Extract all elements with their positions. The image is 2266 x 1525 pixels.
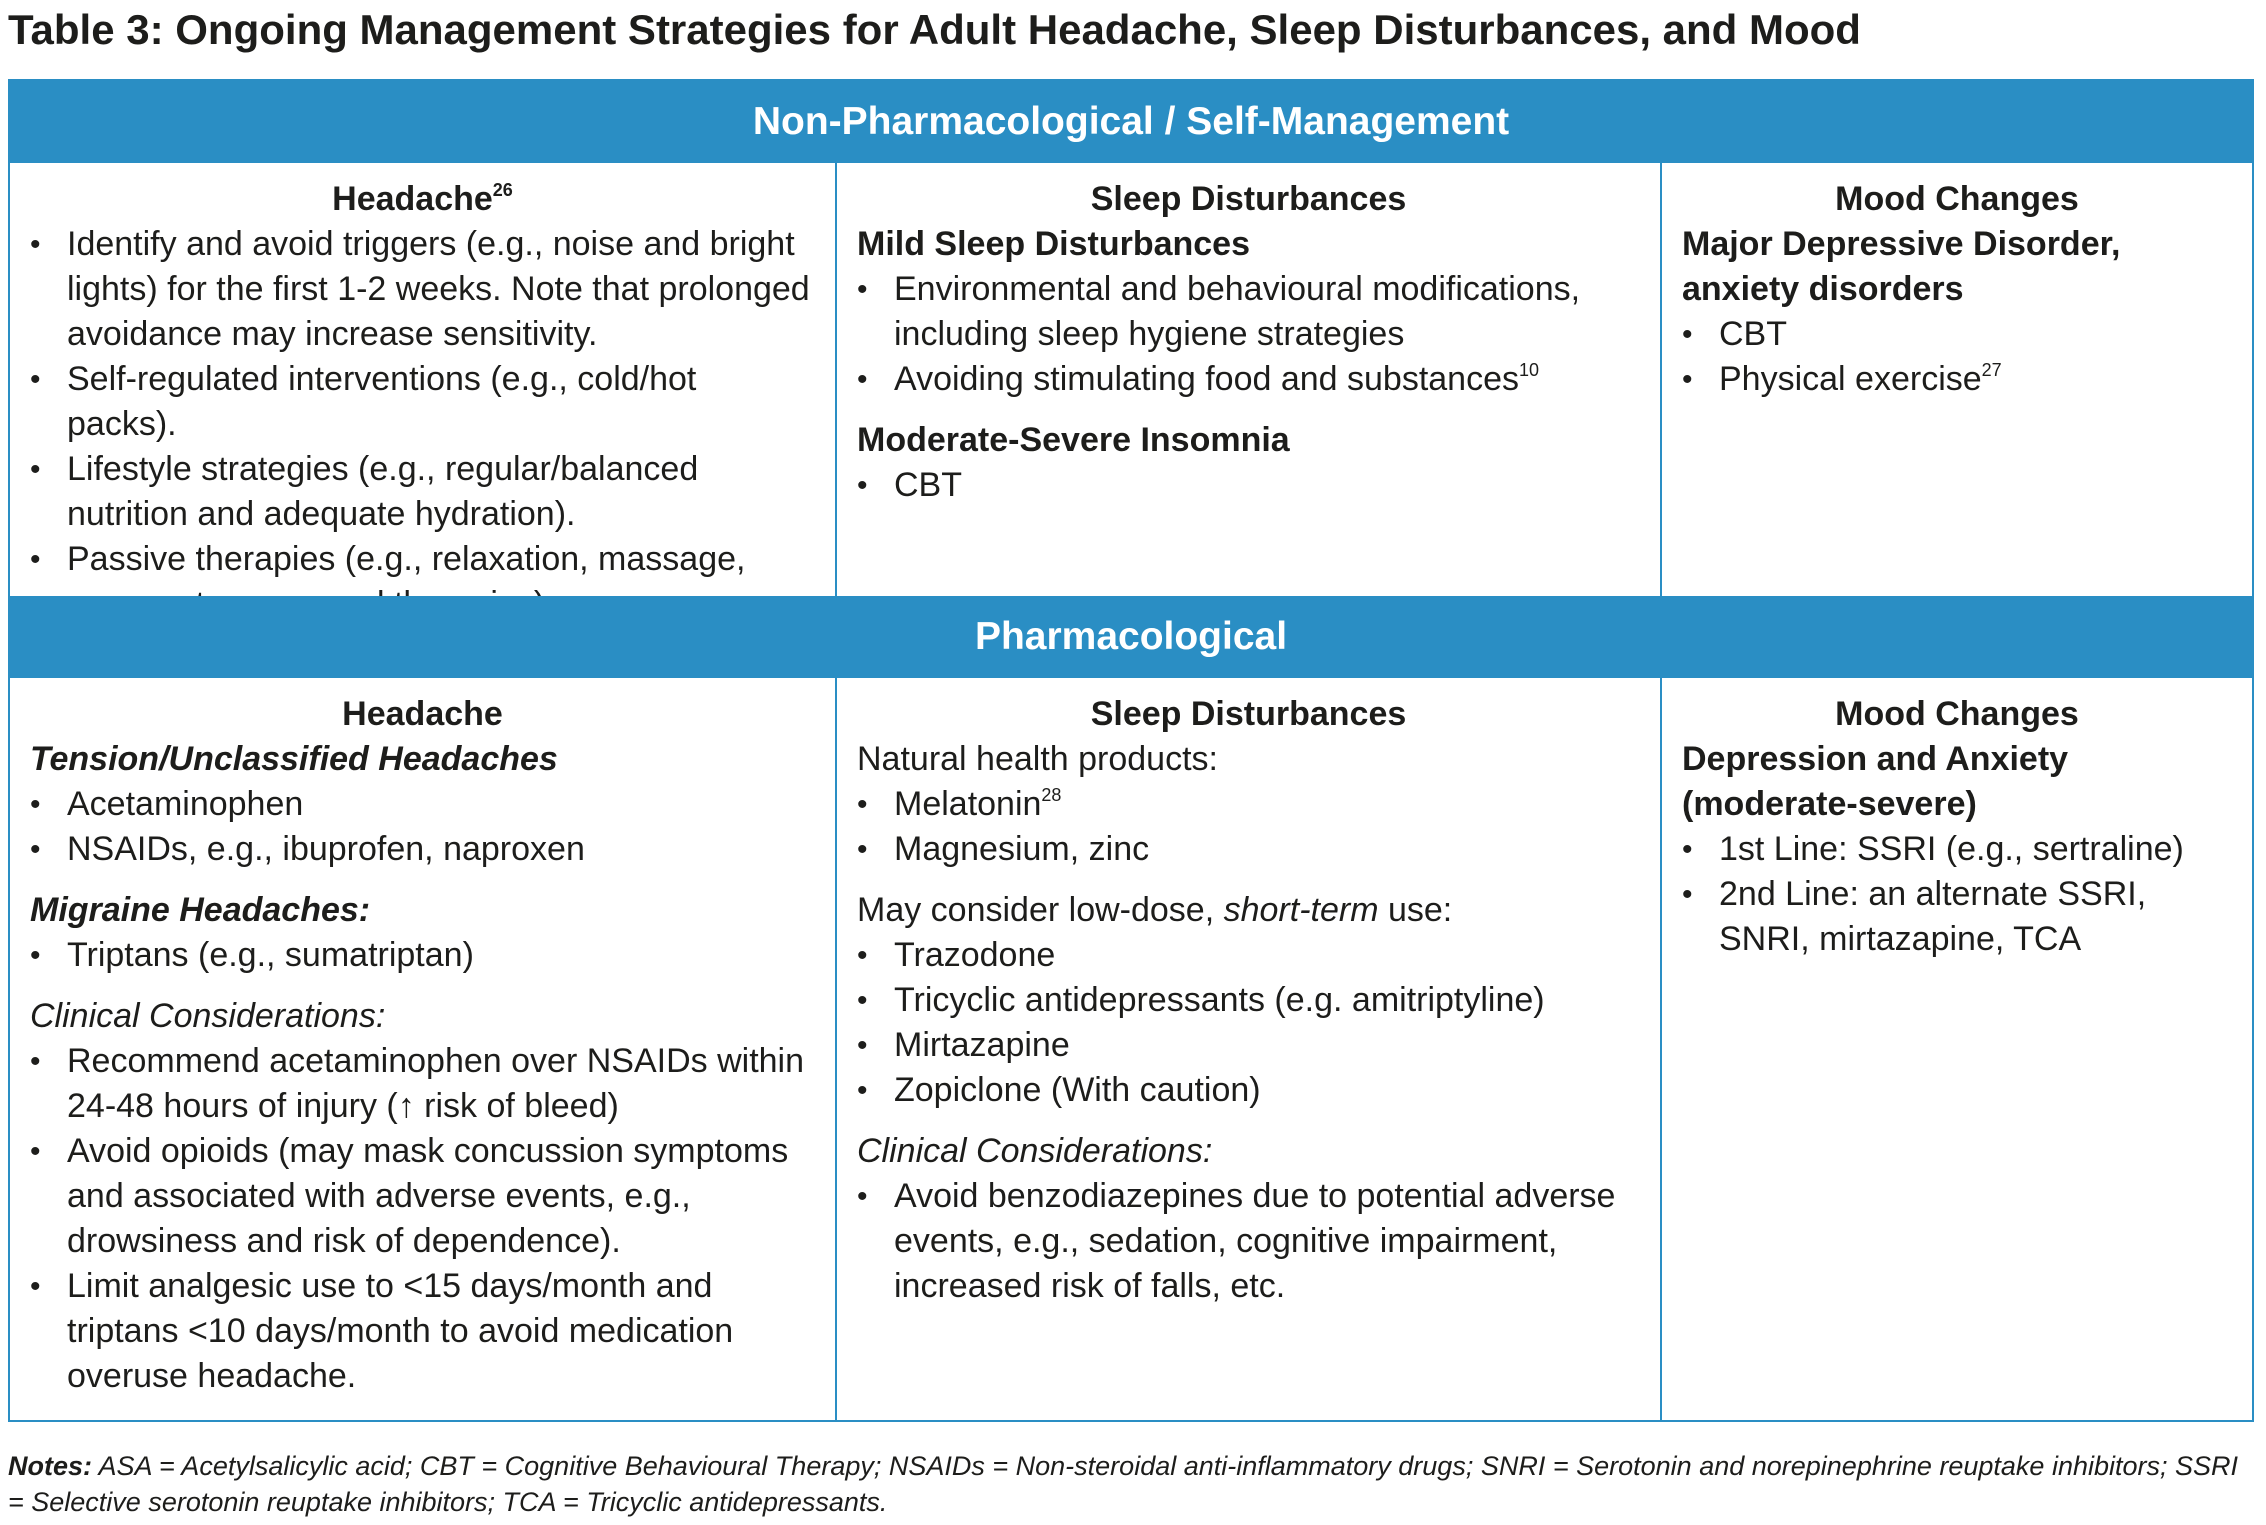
migraine-heading: Migraine Headaches: (30, 891, 371, 929)
tension-headache-list (30, 782, 815, 872)
citation-sup: 26 (492, 180, 513, 200)
moderate-insomnia-list (857, 463, 1640, 508)
list-item: • Limit analgesic use to <15 days/month and triptans <10 days/month to avoid medication overuse headache. (30, 1264, 815, 1399)
list-item: • NSAIDs, e.g., ibuprofen, naproxen (30, 827, 815, 872)
sleep-clinical-heading: Clinical Considerations: (857, 1132, 1213, 1170)
citation-sup: 28 (1041, 785, 1062, 805)
pharm-mood-list (1682, 827, 2232, 962)
non-pharm-headache-heading: Headache$^{26}$ (332, 180, 513, 218)
notes-text: ASA = Acetylsalicylic acid; CBT = Cognitive Behavioural Therapy; NSAIDs = Non-steroidal anti-inflammatory drugs; SNRI = Serotonin and norepinephrine reuptake inhibitors; SSRI = Selective serotonin reuptake inhibitors; TCA = Tricyclic antidepressants. (8, 1451, 2239, 1517)
non-pharm-mood-cell (1660, 163, 2252, 596)
depression-anxiety-heading: Depression and Anxiety (moderate-severe) (1682, 740, 2069, 823)
list-item: • Identify and avoid triggers (e.g., noise and bright lights) for the first 1-2 weeks. Note that prolonged avoidance may increase sensitivity. (30, 222, 815, 357)
sleep-clinical-list (857, 1174, 1640, 1309)
non-pharm-sleep-cell (835, 163, 1660, 596)
mild-sleep-heading: Mild Sleep Disturbances (857, 225, 1250, 263)
citation-sup: 27 (1981, 360, 2002, 380)
list-item: • CBT (857, 463, 1640, 508)
pharm-mood-heading: Mood Changes (1835, 695, 2079, 733)
headache-clinical-list (30, 1039, 815, 1399)
non-pharm-headache-list (30, 222, 815, 627)
mild-sleep-list (857, 267, 1640, 402)
pharm-headache-cell (10, 678, 835, 1420)
pharm-band: Pharmacological (10, 596, 2252, 678)
list-item: • Trazodone (857, 933, 1640, 978)
list-item: • Avoid opioids (may mask concussion symptoms and associated with adverse events, e.g., drowsiness and risk of dependence). (30, 1129, 815, 1264)
migraine-list (30, 933, 815, 978)
list-item: • Passive therapies (e.g., relaxation, massage, (30, 537, 815, 627)
list-item: • Mirtazapine (857, 1023, 1640, 1068)
list-item: • Zopiclone (With caution) (857, 1068, 1640, 1113)
non-pharm-headache-cell (10, 163, 835, 596)
lowdose-heading: May consider low-dose, short-term use: (857, 891, 1453, 929)
non-pharm-mood-heading: Mood Changes (1835, 180, 2079, 218)
list-item: • Triptans (e.g., sumatriptan) (30, 933, 815, 978)
list-item: • Avoid benzodiazepines due to potential adverse events, e.g., sedation, cognitive impairment, increased risk of falls, etc. (857, 1174, 1640, 1309)
list-item: • CBT (1682, 312, 2232, 357)
management-table (8, 79, 2254, 1422)
moderate-insomnia-heading: Moderate-Severe Insomnia (857, 421, 1290, 459)
list-item: • Acetaminophen (30, 782, 815, 827)
nhp-heading: Natural health products: (857, 740, 1218, 778)
pharm-sleep-heading: Sleep Disturbances (1090, 695, 1407, 733)
pharm-sleep-cell (835, 678, 1660, 1420)
list-item: • Self-regulated interventions (e.g., cold/hot packs). (30, 357, 815, 447)
headache-clinical-heading: Clinical Considerations: (30, 997, 386, 1035)
list-item: • Physical exercise$^{27}$ (1682, 357, 2232, 402)
notes-label: Notes: (8, 1451, 93, 1481)
mdd-anxiety-heading: Major Depressive Disorder, anxiety disorders (1682, 225, 2121, 308)
list-item: • 1st Line: SSRI (e.g., sertraline) (1682, 827, 2232, 872)
list-item: • Tricyclic antidepressants (e.g. amitriptyline) (857, 978, 1640, 1023)
lowdose-list (857, 933, 1640, 1113)
non-pharm-sleep-heading: Sleep Disturbances (1090, 180, 1407, 218)
pharm-headache-heading: Headache (342, 695, 503, 733)
list-item: • Lifestyle strategies (e.g., regular/balanced nutrition and adequate hydration). (30, 447, 815, 537)
list-item: • Environmental and behavioural modifications, including sleep hygiene strategies (857, 267, 1640, 357)
list-item: • Melatonin$^{28}$ (857, 782, 1640, 827)
non-pharm-band: Non-Pharmacological / Self-Management (10, 81, 2252, 163)
list-item: • Recommend acetaminophen over NSAIDs within 24-48 hours of injury (↑ risk of bleed) (30, 1039, 815, 1129)
citation-sup: 10 (1519, 360, 1540, 380)
pharm-mood-cell (1660, 678, 2252, 1420)
table-notes (8, 1448, 2258, 1520)
table-title: Table 3: Ongoing Management Strategies for Adult Headache, Sleep Disturbances, and Mood (8, 6, 1861, 53)
list-item: • Avoiding stimulating food and substances$^{10}$ (857, 357, 1640, 402)
nhp-list (857, 782, 1640, 872)
list-item: • 2nd Line: an alternate SSRI, SNRI, mirtazapine, TCA (1682, 872, 2232, 962)
non-pharm-mood-list (1682, 312, 2232, 402)
list-item: • Magnesium, zinc (857, 827, 1640, 872)
tension-headache-heading: Tension/Unclassified Headaches (30, 740, 558, 778)
